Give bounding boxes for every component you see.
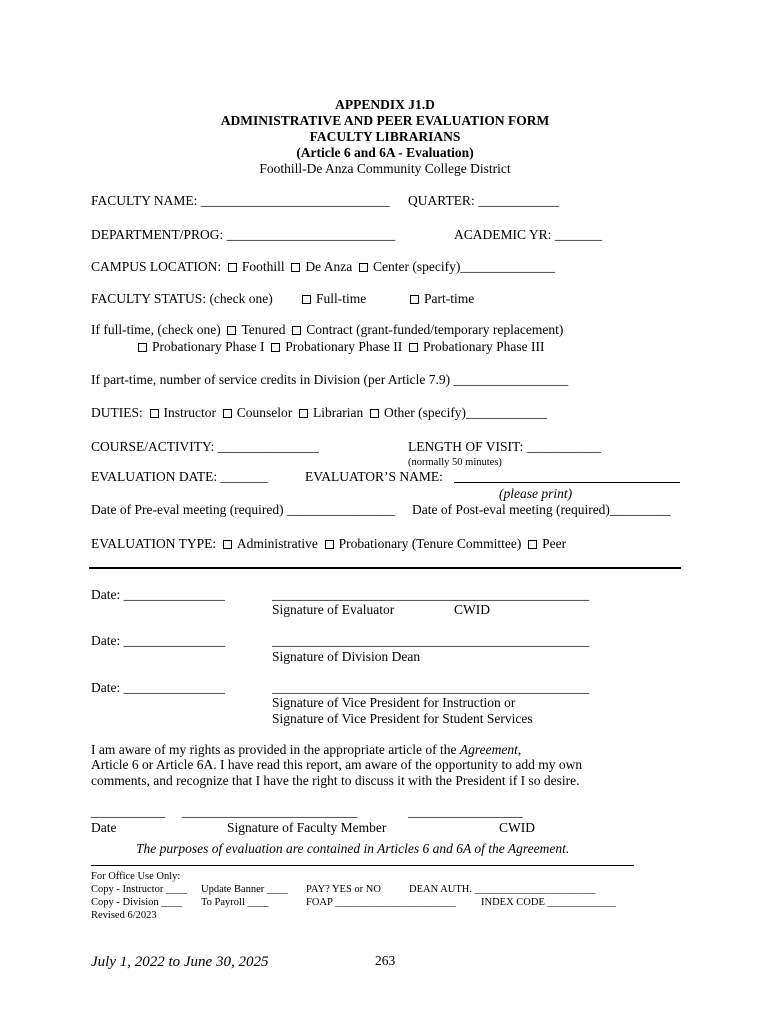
instructor-label: Instructor	[163, 405, 216, 420]
probationary-2-checkbox[interactable]	[271, 343, 280, 352]
administrative-label: Administrative	[236, 536, 318, 551]
foothill-checkbox[interactable]	[228, 263, 237, 272]
librarian-label: Librarian	[312, 405, 364, 420]
full-time-label: Full-time	[316, 291, 367, 306]
probationary-3-label: Probationary Phase III	[422, 339, 545, 354]
vp-student-services-label: Signature of Vice President for Student Services	[272, 711, 533, 726]
vp-signature-line[interactable]: _______________________________________________	[272, 680, 590, 695]
evaluator-signature-line[interactable]: _______________________________________________	[272, 587, 590, 602]
faculty-date-label: Date	[91, 820, 117, 835]
other-duty-checkbox[interactable]	[370, 409, 379, 418]
duties-label: DUTIES:	[91, 405, 143, 420]
full-time-checkbox[interactable]	[302, 295, 311, 304]
awareness-line-1	[91, 742, 521, 758]
awareness-text: I am aware of my rights as provided in the appropriate article of the	[91, 742, 460, 757]
update-banner: Update Banner ____	[201, 884, 288, 895]
article-reference: (Article 6 and 6A - Evaluation)	[296, 145, 474, 160]
agreement-term: Agreement	[459, 742, 518, 757]
footer-date-range: July 1, 2022 to June 30, 2025	[91, 954, 269, 970]
center-label: Center (specify)______________	[373, 259, 555, 274]
length-of-visit-field: LENGTH OF VISIT: ___________	[408, 439, 601, 454]
foothill-label: Foothill	[241, 259, 285, 274]
full-time-option	[302, 291, 366, 307]
evaluation-type-label: EVALUATION TYPE:	[91, 536, 217, 551]
form-subtitle: FACULTY LIBRARIANS	[309, 129, 461, 144]
tenured-label: Tenured	[241, 322, 286, 337]
index-code-field: INDEX CODE _____________	[481, 897, 616, 908]
vp-instruction-label: Signature of Vice President for Instruction or	[272, 695, 516, 710]
purposes-note: The purposes of evaluation are contained in Articles 6 and 6A of the Agreement.	[136, 841, 570, 856]
office-divider	[91, 865, 634, 866]
part-time-label: Part-time	[424, 291, 475, 306]
faculty-signature-label: Signature of Faculty Member	[227, 820, 387, 835]
peer-checkbox[interactable]	[528, 540, 537, 549]
normal-duration-note: (normally 50 minutes)	[408, 457, 502, 468]
course-activity-field: COURSE/ACTIVITY: _______________	[91, 439, 319, 454]
quarter-field: QUARTER: ____________	[408, 193, 560, 208]
probationary-tenure-checkbox[interactable]	[325, 540, 334, 549]
to-payroll: To Payroll ____	[201, 897, 269, 908]
dean-signature-label: Signature of Division Dean	[272, 649, 421, 664]
full-time-type-row	[91, 322, 563, 338]
evaluation-date-field: EVALUATION DATE: _______	[91, 469, 268, 484]
faculty-signature-line[interactable]: __________________________	[182, 804, 358, 819]
dean-signature-line[interactable]: _______________________________________________	[272, 633, 590, 648]
copy-division: Copy - Division ____	[91, 897, 183, 908]
part-time-credits-field: If part-time, number of service credits in Division (per Article 7.9) _________________	[91, 372, 569, 387]
probationary-row	[138, 339, 544, 355]
faculty-cwid-line[interactable]: _________________	[408, 804, 523, 819]
campus-location-label: CAMPUS LOCATION:	[91, 259, 222, 274]
form-title: ADMINISTRATIVE AND PEER EVALUATION FORM	[220, 113, 550, 128]
contract-label: Contract (grant-funded/temporary replacement)	[306, 322, 564, 337]
post-eval-meeting-field: Date of Post-eval meeting (required)_________	[412, 502, 671, 517]
pay-yes-no: PAY? YES or NO	[306, 884, 381, 895]
probationary-2-label: Probationary Phase II	[285, 339, 403, 354]
evaluation-type-row	[91, 536, 566, 552]
counselor-checkbox[interactable]	[223, 409, 232, 418]
de-anza-checkbox[interactable]	[291, 263, 300, 272]
evaluator-signature-label: Signature of Evaluator	[272, 602, 395, 617]
please-print-note: (please print)	[499, 486, 573, 501]
appendix-title: APPENDIX J1.D	[335, 97, 435, 112]
probationary-1-label: Probationary Phase I	[152, 339, 265, 354]
department-field: DEPARTMENT/PROG: _________________________	[91, 227, 396, 242]
awareness-line-2: Article 6 or Article 6A. I have read this report, am aware of the opportunity to add my own	[91, 757, 583, 772]
de-anza-label: De Anza	[305, 259, 353, 274]
probationary-1-checkbox[interactable]	[138, 343, 147, 352]
faculty-status-label: FACULTY STATUS: (check one)	[91, 291, 273, 306]
faculty-date-line[interactable]: ___________	[91, 804, 166, 819]
dean-auth-field: DEAN AUTH. _______________________	[409, 884, 596, 895]
faculty-cwid-label: CWID	[499, 820, 535, 835]
part-time-option	[410, 291, 474, 307]
other-duty-label: Other (specify)____________	[383, 405, 548, 420]
dean-date-field: Date: _______________	[91, 633, 225, 648]
evaluator-date-field: Date: _______________	[91, 587, 225, 602]
awareness-comma: ,	[517, 742, 522, 757]
campus-location-row	[91, 259, 555, 275]
office-use-title: For Office Use Only:	[91, 871, 181, 882]
district-name: Foothill-De Anza Community College District	[259, 161, 511, 176]
librarian-checkbox[interactable]	[299, 409, 308, 418]
counselor-label: Counselor	[236, 405, 293, 420]
evaluator-name-line[interactable]	[454, 482, 680, 483]
instructor-checkbox[interactable]	[150, 409, 159, 418]
center-checkbox[interactable]	[359, 263, 368, 272]
faculty-name-field: FACULTY NAME: ____________________________	[91, 193, 390, 208]
section-divider	[89, 567, 681, 569]
part-time-checkbox[interactable]	[410, 295, 419, 304]
vp-date-field: Date: _______________	[91, 680, 225, 695]
evaluator-name-label: EVALUATOR’S NAME:	[305, 469, 443, 484]
probationary-3-checkbox[interactable]	[409, 343, 418, 352]
revised-date: Revised 6/2023	[91, 910, 157, 921]
page-number: 263	[375, 953, 396, 968]
copy-instructor: Copy - Instructor ____	[91, 884, 187, 895]
evaluator-cwid-label: CWID	[454, 602, 490, 617]
academic-year-field: ACADEMIC YR: _______	[454, 227, 603, 242]
pre-eval-meeting-field: Date of Pre-eval meeting (required) ________________	[91, 502, 396, 517]
awareness-line-3: comments, and recognize that I have the right to discuss it with the President if I so desire.	[91, 773, 580, 788]
duties-row	[91, 405, 547, 421]
foap-field: FOAP _______________________	[306, 897, 456, 908]
probationary-tenure-label: Probationary (Tenure Committee)	[338, 536, 522, 551]
peer-label: Peer	[542, 536, 567, 551]
contract-checkbox[interactable]	[292, 326, 301, 335]
full-time-type-label: If full-time, (check one)	[91, 322, 221, 337]
tenured-checkbox[interactable]	[227, 326, 236, 335]
administrative-checkbox[interactable]	[223, 540, 232, 549]
